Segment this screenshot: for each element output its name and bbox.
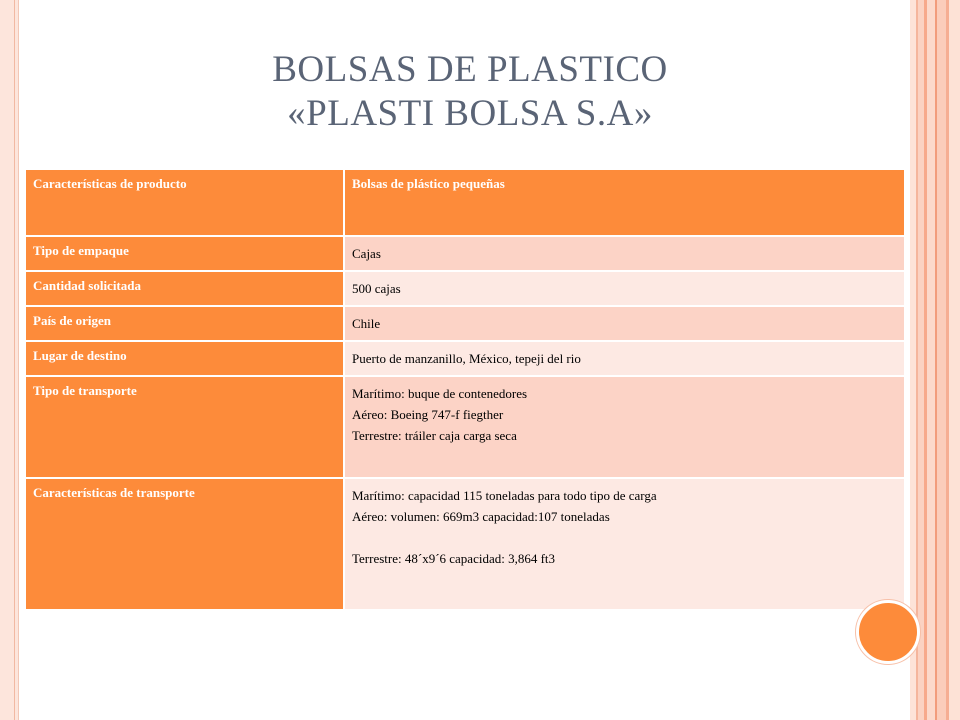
value-line: Marítimo: buque de contenedores: [352, 386, 528, 401]
left-frame-decoration: [0, 0, 19, 720]
value-line: Terrestre: tráiler caja carga seca: [352, 428, 517, 443]
value-line: Chile: [352, 316, 381, 331]
value-line: 500 cajas: [352, 281, 401, 296]
value-line: Puerto de manzanillo, México, tepeji del rio: [352, 351, 581, 366]
table-header-row: [26, 170, 904, 237]
row-key-cell: Características de transporte: [26, 479, 345, 611]
value-line: Aéreo: Boeing 747-f fiegther: [352, 407, 504, 422]
table-row: [26, 307, 904, 342]
value-line: [352, 527, 897, 548]
value-line: Aéreo: volumen: 669m3 capacidad:107 toneladas: [352, 509, 610, 524]
header-value-cell: Bolsas de plástico pequeñas: [345, 170, 904, 237]
row-key-cell: Lugar de destino: [26, 342, 345, 377]
table-row: [26, 342, 904, 377]
right-stripes-decoration: [910, 0, 960, 720]
row-value-cell: [345, 377, 904, 479]
table-row: [26, 479, 904, 611]
table-row: [26, 377, 904, 479]
row-value-cell: [345, 479, 904, 611]
product-spec-table: [26, 170, 904, 611]
value-line: Terrestre: 48´x9´6 capacidad: 3,864 ft3: [352, 551, 556, 566]
value-line: Marítimo: capacidad 115 toneladas para todo tipo de carga: [352, 488, 657, 503]
title-line-1: BOLSAS DE PLASTICO: [272, 49, 668, 90]
value-line: Cajas: [352, 246, 381, 261]
row-key-cell: Tipo de transporte: [26, 377, 345, 479]
slide-title: [140, 48, 800, 136]
table-row: [26, 237, 904, 272]
row-key-cell: Tipo de empaque: [26, 237, 345, 272]
row-value-cell: [345, 272, 904, 307]
row-key-cell: Cantidad solicitada: [26, 272, 345, 307]
row-key-cell: País de origen: [26, 307, 345, 342]
row-value-cell: [345, 342, 904, 377]
orange-circle-decoration: [856, 600, 920, 664]
row-value-cell: [345, 307, 904, 342]
header-key-cell: Características de producto: [26, 170, 345, 237]
title-line-2: «PLASTI BOLSA S.A»: [287, 93, 653, 134]
table-row: [26, 272, 904, 307]
row-value-cell: [345, 237, 904, 272]
